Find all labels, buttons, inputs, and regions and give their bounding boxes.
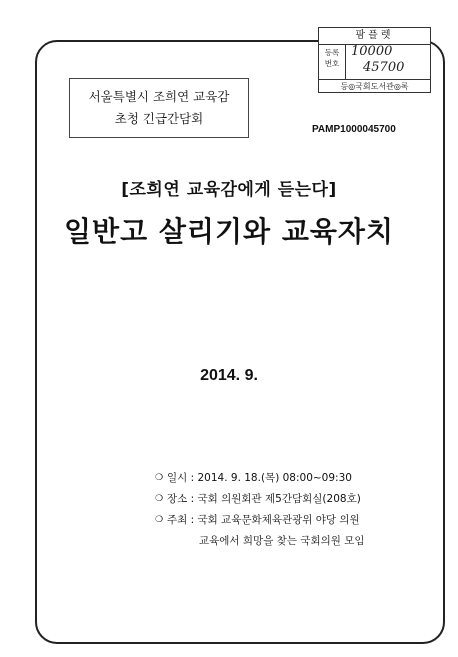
detail-row bbox=[155, 489, 365, 510]
host-line-1: 서울특별시 조희연 교육감 bbox=[88, 89, 230, 104]
detail-row bbox=[155, 468, 365, 489]
host-line-2: 초청 긴급간담회 bbox=[114, 111, 204, 126]
stamp-label-2: 번호 bbox=[324, 59, 340, 68]
detail-continuation bbox=[155, 531, 365, 552]
stamp-label-1: 등록 bbox=[324, 48, 340, 57]
detail-text: 주최 : 국회 교육문화체육관광위 야당 의원 bbox=[167, 514, 360, 526]
event-details bbox=[155, 468, 365, 552]
stamp-divider-h bbox=[319, 79, 430, 80]
catalog-number: PAMP1000045700 bbox=[312, 124, 396, 135]
stamp-number-2: 45700 bbox=[363, 60, 405, 75]
detail-text: 장소 : 국회 의원회관 제5간담회실(208호) bbox=[167, 493, 361, 505]
detail-text: 교육에서 희망을 찾는 국회의원 모임 bbox=[199, 535, 365, 547]
library-stamp bbox=[318, 27, 431, 93]
stamp-number-1: 10000 bbox=[351, 44, 393, 59]
stamp-footer: 등◎국회도서관◎록 bbox=[340, 82, 409, 91]
stamp-label bbox=[321, 47, 343, 69]
host-box bbox=[69, 78, 249, 138]
detail-row bbox=[155, 510, 365, 531]
circle-bullet-icon: ❍ bbox=[155, 494, 164, 504]
stamp-divider bbox=[345, 44, 346, 79]
publication-date: 2014. 9. bbox=[200, 367, 258, 384]
page-title: 일반고 살리기와 교육자치 bbox=[63, 215, 395, 248]
circle-bullet-icon: ❍ bbox=[155, 473, 164, 483]
subtitle: [조희연 교육감에게 듣는다] bbox=[121, 180, 337, 200]
circle-bullet-icon: ❍ bbox=[155, 515, 164, 525]
detail-text: 일시 : 2014. 9. 18.(목) 08:00~09:30 bbox=[167, 472, 352, 484]
stamp-title: 팜플렛 bbox=[319, 28, 430, 45]
